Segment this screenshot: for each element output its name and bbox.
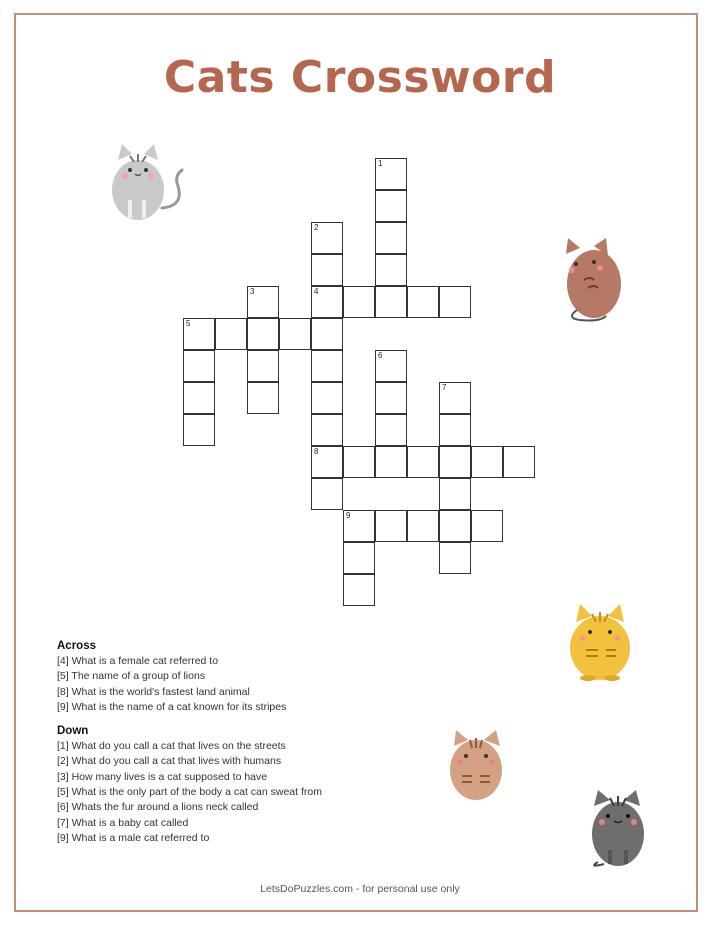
crossword-cell[interactable] (375, 414, 407, 446)
crossword-cell[interactable] (343, 510, 375, 542)
crossword-cell[interactable] (375, 350, 407, 382)
crossword-cell[interactable] (407, 446, 439, 478)
crossword-cell[interactable] (439, 446, 471, 478)
crossword-cell[interactable] (375, 446, 407, 478)
crossword-cell[interactable] (439, 286, 471, 318)
crossword-cell[interactable] (183, 382, 215, 414)
brown-cat-icon (560, 232, 632, 324)
crossword-cell[interactable] (439, 510, 471, 542)
clue-number: 4 (314, 287, 319, 296)
crossword-cell[interactable] (343, 286, 375, 318)
gray-cat-icon (104, 138, 188, 222)
crossword-cell[interactable] (471, 446, 503, 478)
across-heading: Across (57, 640, 96, 652)
crossword-cell[interactable] (183, 350, 215, 382)
down-clue: [5] What is the only part of the body a cat can sweat from (57, 786, 322, 799)
down-clue: [7] What is a baby cat called (57, 816, 189, 829)
down-clue: [1] What do you call a cat that lives on the streets (57, 740, 286, 753)
crossword-cell[interactable] (311, 318, 343, 350)
crossword-cell[interactable] (439, 414, 471, 446)
across-clue: [8] What is the world's fastest land animal (57, 685, 250, 698)
crossword-cell[interactable] (247, 382, 279, 414)
crossword-cell[interactable] (343, 574, 375, 606)
dark-gray-cat-icon (586, 784, 652, 870)
clue-number: 8 (314, 447, 319, 456)
crossword-cell[interactable] (439, 542, 471, 574)
crossword-cell[interactable] (375, 286, 407, 318)
crossword-cell[interactable] (279, 318, 311, 350)
crossword-cell[interactable] (375, 254, 407, 286)
crossword-cell[interactable] (375, 158, 407, 190)
crossword-cell[interactable] (375, 222, 407, 254)
page-title: Cats Crossword (163, 52, 557, 103)
clue-number: 6 (378, 351, 383, 360)
across-clue: [9] What is the name of a cat known for its stripes (57, 700, 287, 713)
down-clue: [2] What do you call a cat that lives with humans (57, 755, 282, 768)
crossword-cell[interactable] (311, 286, 343, 318)
crossword-cell[interactable] (375, 190, 407, 222)
crossword-cell[interactable] (439, 478, 471, 510)
across-section (57, 640, 322, 715)
crossword-cell[interactable] (439, 382, 471, 414)
footer-credit: LetsDoPuzzles.com - for personal use only (260, 883, 460, 895)
down-clue: [6] Whats the fur around a lions neck called (57, 801, 259, 814)
clue-number: 7 (442, 383, 447, 392)
clue-number: 2 (314, 223, 319, 232)
crossword-cell[interactable] (311, 382, 343, 414)
crossword-cell[interactable] (407, 510, 439, 542)
across-clue: [5] The name of a group of lions (57, 670, 206, 683)
crossword-cell[interactable] (215, 318, 247, 350)
clue-number: 1 (378, 159, 383, 168)
down-clue: [9] What is a male cat referred to (57, 831, 210, 844)
crossword-cell[interactable] (343, 446, 375, 478)
tan-cat-icon (446, 726, 508, 804)
crossword-cell[interactable] (311, 414, 343, 446)
crossword-cell[interactable] (343, 542, 375, 574)
clue-number: 3 (250, 287, 255, 296)
crossword-cell[interactable] (311, 222, 343, 254)
clue-number: 9 (346, 511, 351, 520)
down-heading: Down (57, 725, 89, 738)
crossword-cell[interactable] (183, 318, 215, 350)
down-section (57, 725, 322, 846)
crossword-cell[interactable] (375, 510, 407, 542)
clues-section (57, 640, 322, 856)
crossword-cell[interactable] (503, 446, 535, 478)
crossword-cell[interactable] (471, 510, 503, 542)
crossword-cell[interactable] (375, 382, 407, 414)
yellow-cat-icon (566, 600, 638, 684)
crossword-cell[interactable] (311, 254, 343, 286)
down-clue: [3] How many lives is a cat supposed to have (57, 770, 268, 783)
crossword-cell[interactable] (247, 318, 279, 350)
crossword-cell[interactable] (407, 286, 439, 318)
across-clue: [4] What is a female cat referred to (57, 655, 219, 667)
crossword-cell[interactable] (183, 414, 215, 446)
crossword-cell[interactable] (247, 350, 279, 382)
crossword-cell[interactable] (311, 446, 343, 478)
crossword-cell[interactable] (311, 350, 343, 382)
crossword-cell[interactable] (311, 478, 343, 510)
crossword-cell[interactable] (247, 286, 279, 318)
clue-number: 5 (186, 319, 191, 328)
